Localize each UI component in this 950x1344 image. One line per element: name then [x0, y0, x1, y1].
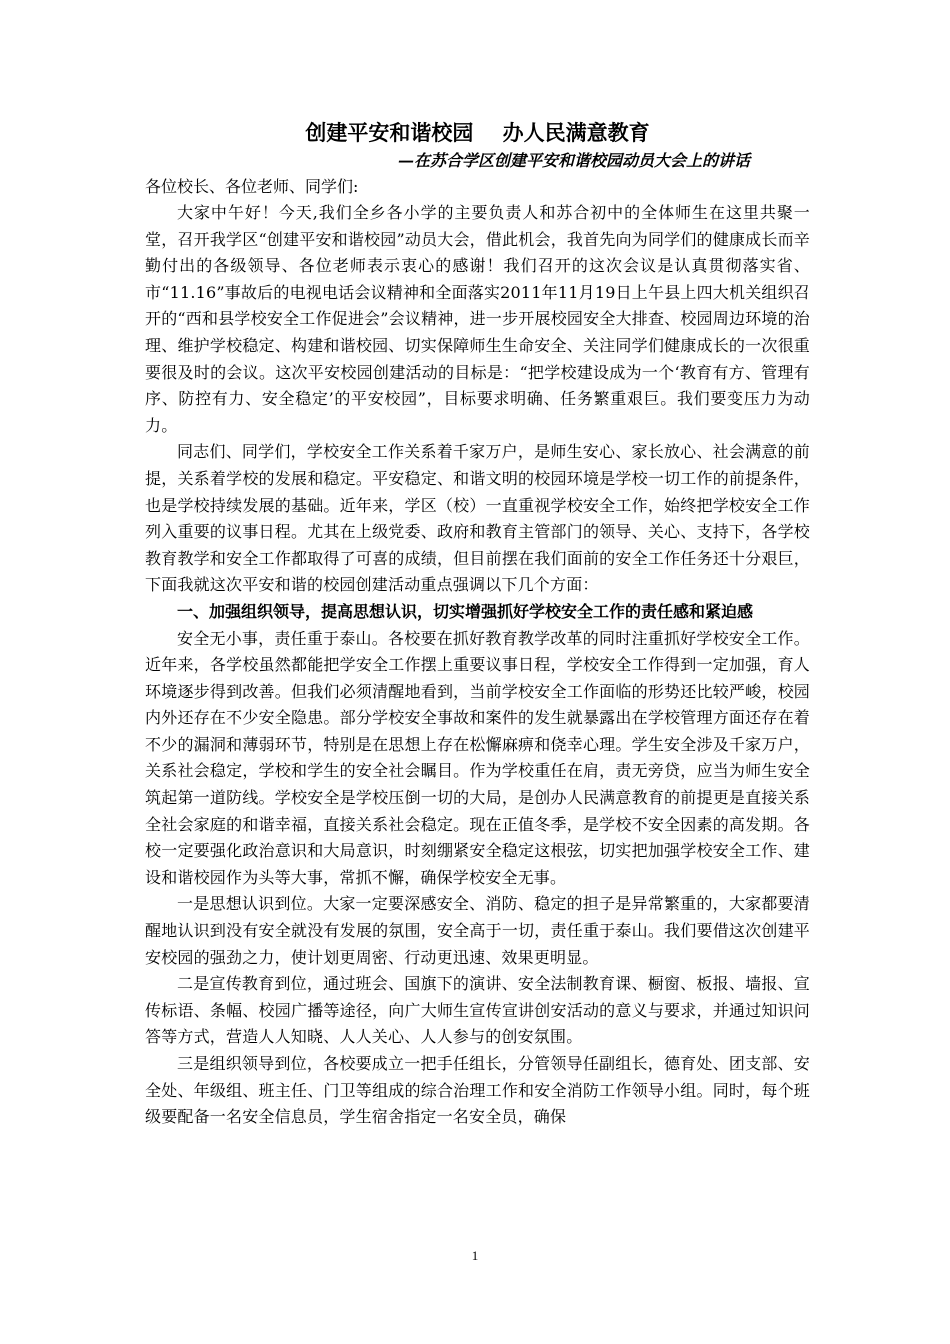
- section-heading: 一、加强组织领导，提高思想认识，切实增强抓好学校安全工作的责任感和紧迫感: [177, 601, 754, 621]
- paragraph: 三是组织领导到位，各校要成立一把手任组长，分管领导任副组长，德育处、团支部、安全处、年级组、班主任、门卫等组成的综合治理工作和安全消防工作领导小组。同时，每个班级要配备一名安全信息员，学生宿舍指定一名安全员，确保: [145, 1054, 810, 1127]
- paragraph: 同志们、同学们，学校安全工作关系着千家万户，是师生安心、家长放心、社会满意的前提，关系着学校的发展和稳定。平安稳定、和谐文明的校园环境是学校一切工作的前提条件，也是学校持续发展的基础。近年来，学区（校）一直重视学校安全工作，始终把学校安全工作列入重要的议事日程。尤其在上级党委、政府和教育主管部门的领导、关心、支持下，各学校教育教学和安全工作都取得了可喜的成绩，但目前摆在我们面前的安全工作任务还十分艰巨，下面我就这次平安和谐的校园创建活动重点强调以下几个方面：: [145, 442, 810, 595]
- paragraph: 安全无小事，责任重于泰山。各校要在抓好教育教学改革的同时注重抓好学校安全工作。近年来，各学校虽然都能把学安全工作摆上重要议事日程，学校安全工作得到一定加强，育人环境逐步得到改善。但我们必须清醒地看到，当前学校安全工作面临的形势还比较严峻，校园内外还存在不少安全隐患。部分学校安全事故和案件的发生就暴露出在学校管理方面还存在着不少的漏洞和薄弱环节，特别是在思想上存在松懈麻痹和侥幸心理。学生安全涉及千家万户，关系社会稳定，学校和学生的安全社会瞩目。作为学校重任在肩，责无旁贷，应当为师生安全筑起第一道防线。学校安全是学校压倒一切的大局，是创办人民满意教育的前提更是直接关系全社会家庭的和谐幸福，直接关系社会稳定。现在正值冬季，是学校不安全因素的高发期。各校一定要强化政治意识和大局意识，时刻绷紧安全稳定这根弦，切实把加强学校安全工作、建设和谐校园作为头等大事，常抓不懈，确保学校安全无事。: [145, 628, 810, 887]
- document-title: 创建平安和谐校园 办人民满意教育: [305, 120, 650, 145]
- salutation: 各位校长、各位老师、同学们:: [145, 177, 359, 196]
- document-subtitle: —在苏合学区创建平安和谐校园动员大会上的讲话: [397, 151, 750, 170]
- paragraph: 二是宣传教育到位，通过班会、国旗下的演讲、安全法制教育课、橱窗、板报、墙报、宣传标语、条幅、校园广播等途径，向广大师生宣传宣讲创安活动的意义与要求，并通过知识问答等方式，营造人人知晓、人人关心、人人参与的创安氛围。: [145, 974, 810, 1047]
- paragraph: 大家中午好！今天,我们全乡各小学的主要负责人和苏合初中的全体师生在这里共聚一堂，召开我学区“创建平安和谐校园”动员大会，借此机会，我首先向为同学们的健康成长而辛勤付出的各级领导、各位老师表示衷心的感谢！我们召开的这次会议是认真贯彻落实省、市“11.16”事故后的电视电话会议精神和全面落实2011年11月19日上午县上四大机关组织召开的“西和县学校安全工作促进会”会议精神，进一步开展校园安全大排查、校园周边环境的治理、维护学校稳定、构建和谐校园、切实保障师生生命安全、关注同学们健康成长的一次很重要很及时的会议。这次平安校园创建活动的目标是：“把学校建设成为一个‘教育有方、管理有序、防控有力、安全稳定’的平安校园”，目标要求明确、任务繁重艰巨。我们要变压力为动力。: [145, 203, 811, 435]
- document-body: [145, 118, 810, 1131]
- paragraph: 一是思想认识到位。大家一定要深感安全、消防、稳定的担子是异常繁重的，大家都要清醒地认识到没有安全就没有发展的氛围，安全高于一切，责任重于泰山。我们要借这次创建平安校园的强劲之力，使计划更周密、行动更迅速、效果更明显。: [145, 894, 810, 967]
- page-number: 1: [471, 1248, 479, 1263]
